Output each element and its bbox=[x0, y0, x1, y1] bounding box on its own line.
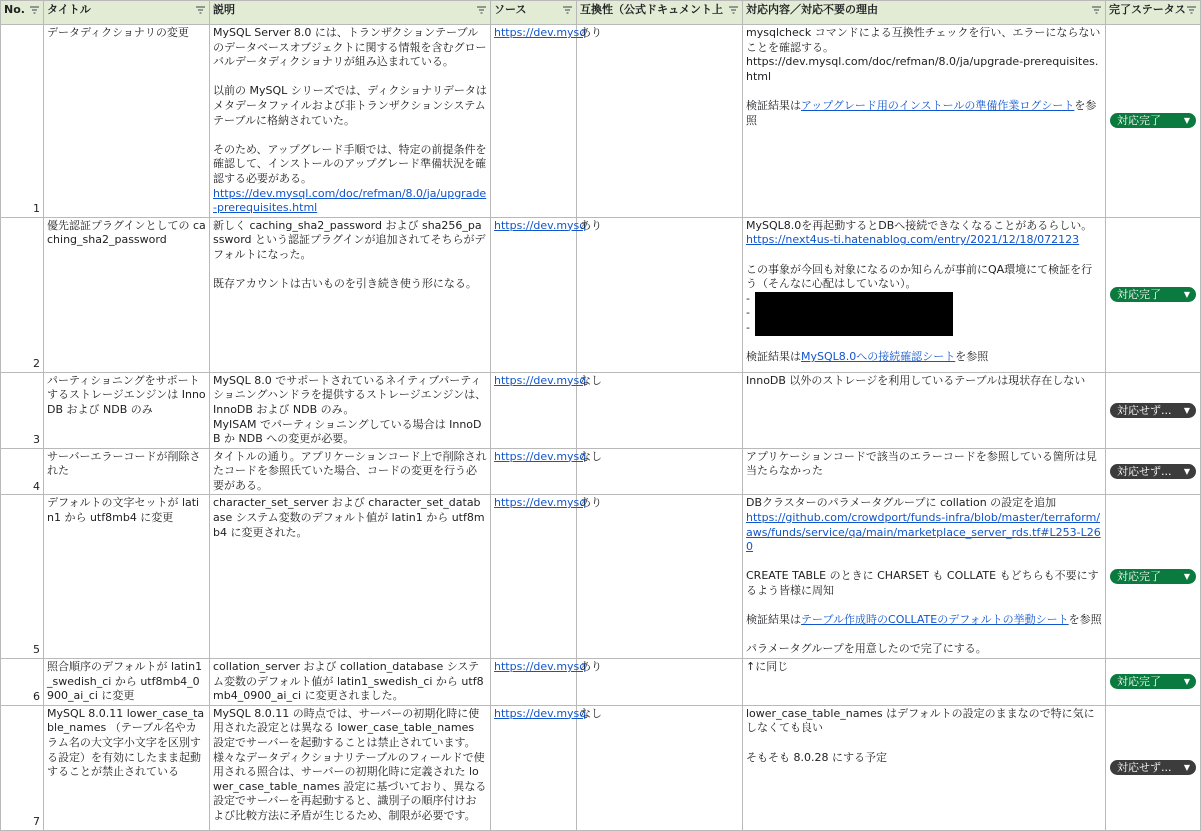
column-header-status[interactable]: 完了ステータス bbox=[1106, 1, 1201, 25]
cell-description[interactable]: collation_server および collation_database システム変数のデフォルト値が latin1_swedish_ci から utf8mb4_0900_ai_ci に変更されました。 bbox=[210, 659, 491, 706]
reason-link[interactable]: https://github.com/crowdport/funds-infra/blob/master/terraform/aws/funds/service/qa/main/marketplace_server_rds.tf#L253-L260 bbox=[746, 511, 1101, 554]
reason-paragraph: そもそも 8.0.28 にする予定 bbox=[746, 750, 887, 764]
reason-paragraph: パラメータグループを用意したので完了にする。 bbox=[746, 642, 987, 656]
cell-reason[interactable] bbox=[743, 705, 1106, 830]
table-row bbox=[1, 495, 1201, 659]
desc-paragraph: 新しく caching_sha2_password および sha256_password という認証プラグインが追加されてそちらがデフォルトになった。 bbox=[213, 218, 486, 261]
reason-paragraph: 検証結果はアップグレード用のインストールの準備作業ログシートを参照 bbox=[746, 98, 1097, 127]
cell-compatibility[interactable]: なし bbox=[577, 448, 743, 495]
desc-paragraph: MySQL 8.0 でサポートされているネイティブパーティショニングハンドラを提供するストレージエンジンは、InnoDB および NDB のみ。 bbox=[213, 373, 487, 416]
source-link[interactable]: https://dev.mysq bbox=[494, 449, 587, 463]
cell-compatibility[interactable]: なし bbox=[577, 705, 743, 830]
status-chip[interactable]: 対応せず... ▼ bbox=[1110, 464, 1196, 479]
cell-title[interactable]: パーティショニングをサポートするストレージエンジンは InnoDB および NDB のみ bbox=[44, 372, 210, 448]
cell-title[interactable]: 優先認証プラグインとしての caching_sha2_password bbox=[44, 217, 210, 372]
sheet-link[interactable]: MySQL8.0への接続確認シート bbox=[801, 350, 956, 364]
cell-status[interactable] bbox=[1106, 659, 1201, 706]
cell-no[interactable]: 5 bbox=[1, 495, 44, 659]
column-header-reason[interactable]: 対応内容／対応不要の理由 bbox=[743, 1, 1106, 25]
reason-paragraph: CREATE TABLE のときに CHARSET も COLLATE もどちらも不要にするよう皆様に周知 bbox=[746, 569, 1099, 598]
cell-no[interactable]: 3 bbox=[1, 372, 44, 448]
filter-icon[interactable] bbox=[195, 5, 206, 16]
header-row bbox=[1, 1, 1201, 25]
cell-compatibility[interactable]: あり bbox=[577, 25, 743, 218]
column-header-compatibility[interactable]: 互換性（公式ドキュメント上 bbox=[577, 1, 743, 25]
cell-description[interactable] bbox=[210, 372, 491, 448]
cell-compatibility[interactable]: あり bbox=[577, 217, 743, 372]
table-row bbox=[1, 659, 1201, 706]
cell-description[interactable] bbox=[210, 25, 491, 218]
column-header-description[interactable]: 説明 bbox=[210, 1, 491, 25]
cell-reason[interactable]: アプリケーションコードで該当のエラーコードを参照している箇所は見当たらなかった bbox=[743, 448, 1106, 495]
cell-no[interactable]: 2 bbox=[1, 217, 44, 372]
table-row bbox=[1, 448, 1201, 495]
source-link[interactable]: https://dev.mysq bbox=[494, 496, 587, 510]
caret-down-icon: ▼ bbox=[1183, 763, 1190, 773]
cell-reason[interactable]: InnoDB 以外のストレージを利用しているテーブルは現状存在しない bbox=[743, 372, 1106, 448]
status-chip[interactable]: 対応完了 ▼ bbox=[1110, 674, 1196, 689]
cell-source[interactable] bbox=[491, 217, 587, 372]
sheet-link[interactable]: テーブル作成時のCOLLATEのデフォルトの挙動シート bbox=[801, 613, 1069, 627]
cell-title[interactable]: MySQL 8.0.11 lower_case_table_names （テーブル名やカラム名の大文字小文字を区別する設定）を有効にしたまま起動することが禁止されている bbox=[44, 705, 210, 830]
desc-paragraph: 既存アカウントは古いものを引き続き使う形になる。 bbox=[213, 277, 477, 291]
cell-description[interactable]: MySQL 8.0.11 の時点では、サーバーの初期化時に使用された設定とは異なる lower_case_table_names 設定でサーバーを起動することは禁止されています。様々なデータディクショナリテーブルのフィールドで使用される照合は、サーバーの初期化時に定義された lower_case_table_names 設定に基づいており、異なる設定でサーバーを再起動すると、識別子の順序付けおよび比較方法に矛盾が生じるため、制限が必要です。 bbox=[210, 705, 491, 830]
caret-down-icon: ▼ bbox=[1183, 405, 1190, 415]
column-header-no[interactable]: No. bbox=[1, 1, 44, 25]
source-link[interactable]: https://dev.mysq bbox=[494, 218, 587, 232]
cell-no[interactable]: 1 bbox=[1, 25, 44, 218]
cell-title[interactable]: サーバーエラーコードが削除された bbox=[44, 448, 210, 495]
cell-status[interactable] bbox=[1106, 495, 1201, 659]
cell-title[interactable]: 照合順序のデフォルトが latin1_swedish_ci から utf8mb4_0900_ai_ci に変更 bbox=[44, 659, 210, 706]
table-row bbox=[1, 372, 1201, 448]
cell-compatibility[interactable]: なし bbox=[577, 372, 743, 448]
redaction-box bbox=[755, 292, 953, 336]
cell-reason[interactable]: ↑に同じ bbox=[743, 659, 1106, 706]
cell-status[interactable] bbox=[1106, 372, 1201, 448]
reason-paragraph: mysqlcheck コマンドによる互換性チェックを行い、エラーにならないことを確認する。 https://dev.mysql.com/doc/refman/8.0/ja/upgrade-prerequisites.html bbox=[746, 26, 1101, 83]
caret-down-icon: ▼ bbox=[1183, 116, 1190, 126]
cell-description[interactable]: タイトルの通り。アプリケーションコード上で削除されたコードを参照氏ていた場合、コードの変更を行う必要がある。 bbox=[210, 448, 491, 495]
cell-reason[interactable] bbox=[743, 217, 1106, 372]
cell-description[interactable] bbox=[210, 217, 491, 372]
cell-no[interactable]: 7 bbox=[1, 705, 44, 830]
filter-icon[interactable] bbox=[562, 5, 573, 16]
cell-compatibility[interactable]: あり bbox=[577, 495, 743, 659]
desc-paragraph: MyISAM でパーティショニングしている場合は InnoDB か NDB への変更が必要。 bbox=[213, 417, 482, 446]
column-header-title[interactable]: タイトル bbox=[44, 1, 210, 25]
filter-icon[interactable] bbox=[29, 5, 40, 16]
status-chip[interactable]: 対応せず... ▼ bbox=[1110, 403, 1196, 418]
reason-paragraph: MySQL8.0を再起動するとDBへ接続できなくなることがあるらしい。 https://next4us-ti.hatenablog.com/entry/2021/12/18/072123 bbox=[746, 218, 1093, 247]
cell-no[interactable]: 6 bbox=[1, 659, 44, 706]
cell-source[interactable] bbox=[491, 372, 587, 448]
cell-title[interactable]: デフォルトの文字セットが latin1 から utf8mb4 に変更 bbox=[44, 495, 210, 659]
caret-down-icon: ▼ bbox=[1183, 572, 1190, 582]
filter-icon[interactable] bbox=[728, 5, 739, 16]
caret-down-icon: ▼ bbox=[1183, 677, 1190, 687]
cell-reason[interactable] bbox=[743, 495, 1106, 659]
source-link[interactable]: https://dev.mysq bbox=[494, 660, 587, 673]
redacted-block: - - - bbox=[746, 292, 1102, 336]
table-row bbox=[1, 217, 1201, 372]
cell-reason[interactable] bbox=[743, 25, 1106, 218]
reason-paragraph: lower_case_table_names はデフォルトの設定のままなので特に気にしなくても良い bbox=[746, 706, 1095, 735]
status-chip[interactable]: 対応完了 ▼ bbox=[1110, 569, 1196, 584]
cell-title[interactable]: データディクショナリの変更 bbox=[44, 25, 210, 218]
source-link[interactable]: https://dev.mysq bbox=[494, 706, 587, 720]
desc-paragraph: MySQL Server 8.0 には、トランザクションテーブルのデータベースオブジェクトに関する情報を含むグローバルデータディクショナリが組み込まれている。 bbox=[213, 26, 487, 69]
reason-link[interactable]: https://next4us-ti.hatenablog.com/entry/2021/12/18/072123 bbox=[746, 233, 1080, 247]
caret-down-icon: ▼ bbox=[1183, 290, 1190, 300]
caret-down-icon: ▼ bbox=[1183, 467, 1190, 477]
cell-source[interactable] bbox=[491, 448, 587, 495]
cell-status[interactable] bbox=[1106, 705, 1201, 830]
filter-icon[interactable] bbox=[476, 5, 487, 16]
reason-paragraph: DBクラスターのパラメータグループに collation の設定を追加 https://github.com/crowdport/funds-infra/blob/master/terraform/aws/funds/service/qa/main/marketplace_server_rds.tf#L253-L260 bbox=[746, 496, 1101, 554]
cell-source[interactable] bbox=[491, 495, 587, 659]
cell-source[interactable] bbox=[491, 659, 587, 706]
sheet-link[interactable]: アップグレード用のインストールの準備作業ログシート bbox=[801, 98, 1075, 112]
cell-no[interactable]: 4 bbox=[1, 448, 44, 495]
source-link[interactable]: https://dev.mysq bbox=[494, 26, 587, 39]
filter-icon[interactable] bbox=[1186, 5, 1197, 16]
table-row bbox=[1, 705, 1201, 830]
desc-link[interactable]: https://dev.mysql.com/doc/refman/8.0/ja/upgrade-prerequisites.html bbox=[213, 186, 487, 215]
reason-paragraph: 検証結果はMySQL8.0への接続確認シートを参照 bbox=[746, 350, 989, 364]
cell-status[interactable] bbox=[1106, 448, 1201, 495]
status-chip[interactable]: 対応完了 ▼ bbox=[1110, 287, 1196, 302]
cell-status[interactable] bbox=[1106, 25, 1201, 218]
desc-paragraph: 以前の MySQL シリーズでは、ディクショナリデータはメタデータファイルおよび非トランザクションシステムテーブルに格納されていた。 bbox=[213, 84, 487, 127]
filter-icon[interactable] bbox=[1091, 5, 1102, 16]
reason-url-text: https://dev.mysql.com/doc/refman/8.0/ja/upgrade-prerequisites.html bbox=[746, 55, 1099, 83]
source-link[interactable]: https://dev.mysq bbox=[494, 373, 587, 387]
cell-status[interactable] bbox=[1106, 217, 1201, 372]
cell-source[interactable] bbox=[491, 705, 587, 830]
column-header-source[interactable]: ソース bbox=[491, 1, 577, 25]
reason-paragraph: 検証結果はテーブル作成時のCOLLATEのデフォルトの挙動シートを参照 bbox=[746, 613, 1102, 627]
reason-paragraph: この事象が今回も対象になるのか知らんが事前にQA環境にて検証を行う（そんなに心配はしていない）。 - - - bbox=[746, 263, 1102, 336]
cell-description[interactable]: character_set_server および character_set_database システム変数のデフォルト値が latin1 から utf8mb4 に変更された。 bbox=[210, 495, 491, 659]
desc-paragraph: そのため、アップグレード手順では、特定の前提条件を確認して、インストールのアップグレード準備状況を確認する必要がある。 https://dev.mysql.com/doc/refman/8.0/ja/upgrade-prerequisites.html bbox=[213, 142, 487, 215]
table-row bbox=[1, 25, 1201, 218]
cell-compatibility[interactable]: あり bbox=[577, 659, 743, 706]
status-chip[interactable]: 対応せず... ▼ bbox=[1110, 760, 1196, 775]
cell-source[interactable] bbox=[491, 25, 587, 218]
status-chip[interactable]: 対応完了 ▼ bbox=[1110, 113, 1196, 128]
